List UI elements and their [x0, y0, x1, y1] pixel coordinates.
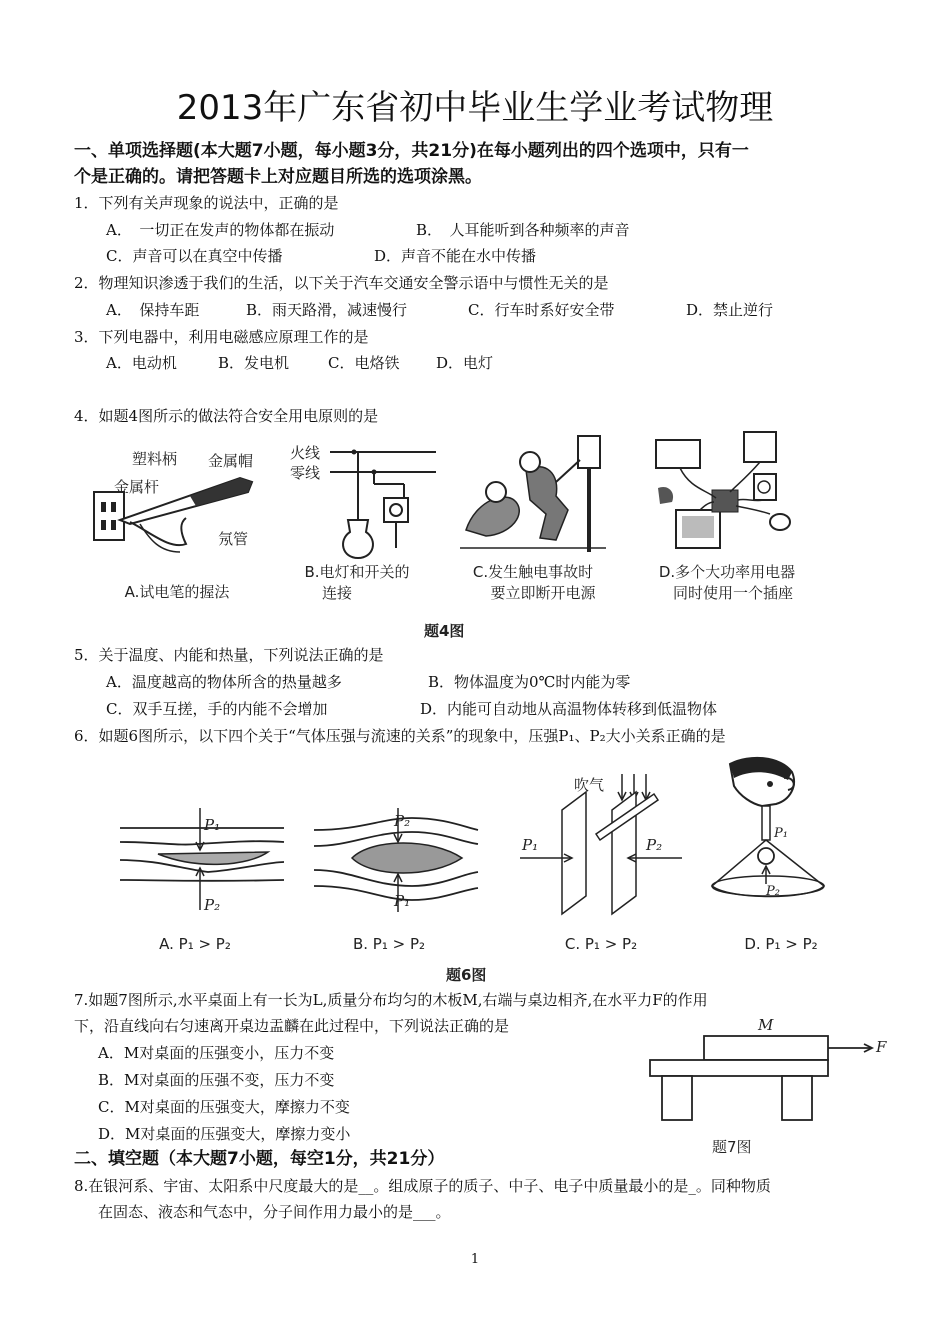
q1-option-b: B． 人耳能听到各种频率的声音: [416, 221, 630, 239]
q4-caption-c-line1: C.发生触电事故时: [472, 563, 594, 581]
q4-caption-d-line1: D.多个大功率用电器: [658, 563, 796, 581]
overloaded-socket-illustration: [650, 418, 820, 558]
airflow-wing-flat-top: [118, 808, 288, 918]
q3-stem: 3．下列电器中，利用电磁感应原理工作的是: [74, 328, 369, 346]
q5-stem: 5．关于温度、内能和热量，下列说法正确的是: [74, 646, 384, 664]
label-p1: P₁: [394, 892, 411, 910]
q4-stem: 4．如题4图所示的做法符合安全用电原则的是: [74, 407, 379, 425]
q6-caption-a: A. P₁ > P₂: [159, 935, 231, 953]
label-plastic-handle: 塑料柄: [132, 450, 178, 468]
label-neon-tube: 氖管: [218, 530, 249, 548]
q6-figure-d: [700, 756, 850, 926]
q1-option-d: D．声音不能在水中传播: [374, 247, 537, 265]
label-p2: P₂: [394, 812, 411, 830]
q2-option-d: D．禁止逆行: [686, 301, 774, 319]
q8-line1: 8.在银河系、宇宙、太阳系中尺度最大的是__。组成原子的质子、中子、电子中质量最小的是_。同种物质: [74, 1177, 771, 1195]
section1-heading-line1: 一、单项选择题(本大题7小题，每小题3分，共21分)在每小题列出的四个选项中，只有一: [74, 141, 749, 161]
q5-option-b: B．物体温度为0℃时内能为零: [428, 673, 631, 691]
label-p1: P₁: [774, 826, 788, 841]
q8-line2: 在固态、液态和气态中，分子间作用力最小的是___。: [98, 1203, 451, 1221]
q4-figure-a: [90, 440, 280, 590]
q4-caption-a: A.试电笔的握法: [124, 583, 230, 601]
q7-option-b: B．M对桌面的压强不变，压力不变: [98, 1071, 335, 1089]
q5-option-d: D．内能可自动地从高温物体转移到低温物体: [420, 700, 718, 718]
q4-caption-b-line2: 连接: [321, 584, 352, 602]
q6-caption-b: B. P₁ > P₂: [352, 935, 426, 953]
label-metal-cap: 金属帽: [208, 452, 254, 470]
funnel-ping-pong-ball: [700, 756, 850, 926]
section2-heading: 二、填空题（本大题7小题，每空1分，共21分）: [74, 1149, 445, 1169]
q4-figure-c: [456, 430, 616, 555]
q2-option-a: A． 保持车距: [106, 301, 200, 319]
q5-option-a: A．温度越高的物体所含的热量越多: [106, 673, 342, 691]
q7-option-c: C．M对桌面的压强变大，摩擦力不变: [98, 1098, 350, 1116]
q1-option-c: C．声音可以在真空中传播: [106, 247, 283, 265]
page-number: 1: [470, 1252, 480, 1267]
q7-stem-line1: 7.如题7图所示,水平桌面上有一长为L,质量分布均匀的木板M,右端与桌边相齐,在水平力F的作用: [74, 991, 708, 1009]
page-title: 2013年广东省初中毕业生学业考试物理: [176, 88, 774, 128]
q1-stem: 1．下列有关声现象的说法中，正确的是: [74, 194, 339, 212]
q3-option-b: B．发电机: [218, 354, 290, 372]
q4-figure-d: [650, 418, 820, 558]
label-force-f: F: [876, 1038, 887, 1056]
label-p1: P₁: [522, 836, 539, 854]
q1-option-a: A． 一切正在发声的物体都在振动: [106, 221, 335, 239]
q2-stem: 2．物理知识渗透于我们的生活，以下关于汽车交通安全警示语中与惯性无关的是: [74, 274, 609, 292]
q6-figure-title: 题6图: [446, 966, 487, 984]
label-p2: P₂: [646, 836, 663, 854]
q4-caption-d-line2: 同时使用一个插座: [672, 584, 793, 602]
q2-option-b: B．雨天路滑，减速慢行: [246, 301, 408, 319]
q7-figure-title: 题7图: [712, 1138, 752, 1156]
q4-caption-c-line2: 要立即断开电源: [490, 584, 596, 602]
q6-caption-d: D. P₁ > P₂: [744, 935, 818, 953]
q2-option-c: C．行车时系好安全带: [468, 301, 615, 319]
q7-option-d: D．M对桌面的压强变大，摩擦力变小: [98, 1125, 351, 1143]
label-p2: P₂: [204, 896, 221, 914]
label-neutral-wire: 零线: [290, 464, 321, 482]
label-blow-air: 吹气: [574, 776, 605, 794]
q6-figure-a: [118, 808, 288, 918]
q4-figure-title: 题4图: [424, 622, 465, 640]
q7-figure: [640, 1016, 890, 1126]
q6-figure-c: [516, 770, 686, 920]
q3-option-c: C．电烙铁: [328, 354, 400, 372]
section1-heading-line2: 个是正确的。请把答题卡上对应题目所选的选项涂黑。: [74, 167, 482, 187]
shock-rescue-illustration: [456, 430, 616, 555]
q4-figure-b: [286, 440, 446, 560]
q6-stem: 6．如题6图所示，以下四个关于“气体压强与流速的关系”的现象中，压强P₁、P₂大小关系正确的是: [74, 727, 726, 745]
q4-caption-b-line1: B.电灯和开关的: [304, 563, 410, 581]
label-board-m: M: [758, 1016, 774, 1034]
q6-caption-c: C. P₁ > P₂: [564, 935, 638, 953]
label-metal-rod: 金属杆: [114, 478, 160, 496]
q3-option-d: D．电灯: [436, 354, 494, 372]
q3-option-a: A．电动机: [106, 354, 177, 372]
q6-figure-b: [312, 808, 482, 918]
label-p2: P₂: [766, 884, 780, 899]
q5-option-c: C．双手互搓，手的内能不会增加: [106, 700, 328, 718]
q7-option-a: A．M对桌面的压强变小，压力不变: [98, 1044, 335, 1062]
label-p1: P₁: [204, 816, 221, 834]
q7-stem-line2: 下，沿直线向右匀速离开桌边盂麟在此过程中，下列说法正确的是: [74, 1017, 510, 1035]
label-live-wire: 火线: [290, 444, 321, 462]
